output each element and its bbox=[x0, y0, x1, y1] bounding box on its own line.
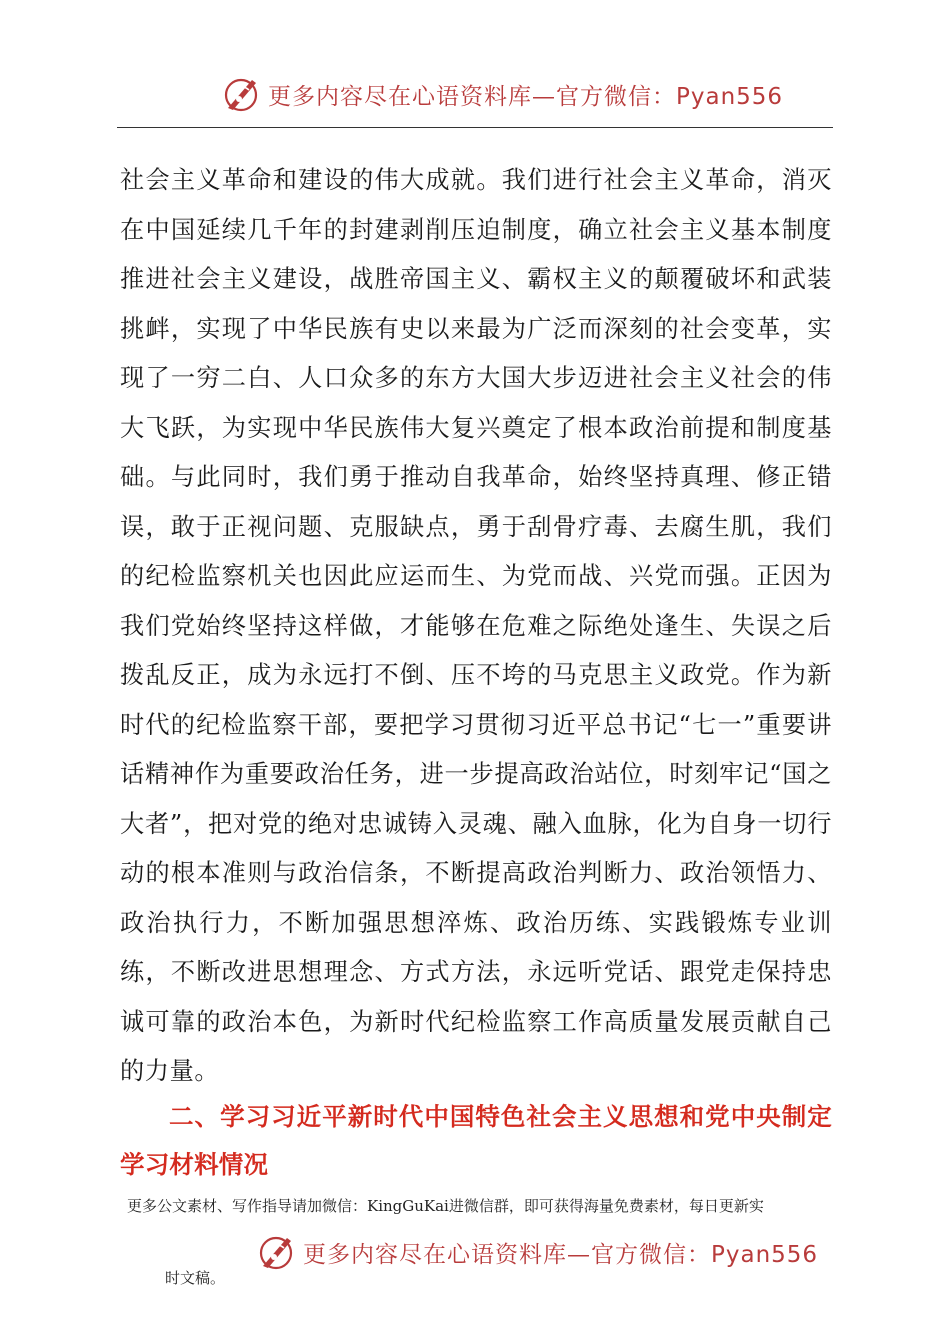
footer-banner-text: 更多内容尽在心语资料库—官方微信：Pyan556 bbox=[303, 1241, 819, 1268]
body-paragraph: 社会主义革命和建设的伟大成就。我们进行社会主义革命，消灭在中国延续几千年的封建剥削压迫制度，确立社会主义基本制度推进社会主义建设，战胜帝国主义、霸权主义的颠覆破坏和武装挑衅，实现了中华民族有史以来最为广泛而深刻的社会变革，实现了一穷二白、人口众多的东方大国大步迈进社会主义社会的伟大飞跃，为实现中华民族伟大复兴奠定了根本政治前提和制度基础。与此同时，我们勇于推动自我革命，始终坚持真理、修正错误，敢于正视问题、克服缺点，勇于刮骨疗毒、去腐生肌，我们的纪检监察机关也因此应运而生、为党而战、兴党而强。正因为我们党始终坚持这样做，才能够在危难之际绝处逢生、失误之后拨乱反正，成为永远打不倒、压不垮的马克思主义政党。作为新时代的纪检监察干部，要把学习贯彻习近平总书记“七一”重要讲话精神作为重要政治任务，进一步提高政治站位，时刻牢记“国之大者”，把对党的绝对忠诚铸入灵魂、融入血脉，化为自身一切行动的根本准则与政治信条，不断提高政治判断力、政治领悟力、政治执行力，不断加强思想淬炼、政治历练、实践锻炼专业训练，不断改进思想理念、方式方法，永远听党话、跟党走保持忠诚可靠的政治本色，为新时代纪检监察工作高质量发展贡献自己的力量。 bbox=[120, 166, 832, 1085]
footer-note-tail: 时文稿。 bbox=[165, 1269, 226, 1287]
header-divider bbox=[117, 127, 833, 128]
header-watermark bbox=[222, 70, 783, 118]
header-wechat-id: Pyan556 bbox=[676, 83, 784, 110]
footer-wechat-id: Pyan556 bbox=[711, 1241, 819, 1268]
section-heading: 二、学习习近平新时代中国特色社会主义思想和党中央制定学习材料情况 bbox=[120, 1102, 832, 1179]
pen-logo-icon bbox=[257, 1232, 297, 1272]
footer-note: 更多公文素材、写作指导请加微信：KingGuKai进微信群，即可获得海量免费素材，每日更新实 bbox=[127, 1197, 764, 1215]
pen-logo-icon bbox=[222, 74, 262, 114]
footer-watermark bbox=[257, 1228, 818, 1276]
header-banner-text: 更多内容尽在心语资料库—官方微信：Pyan556 bbox=[268, 83, 784, 110]
